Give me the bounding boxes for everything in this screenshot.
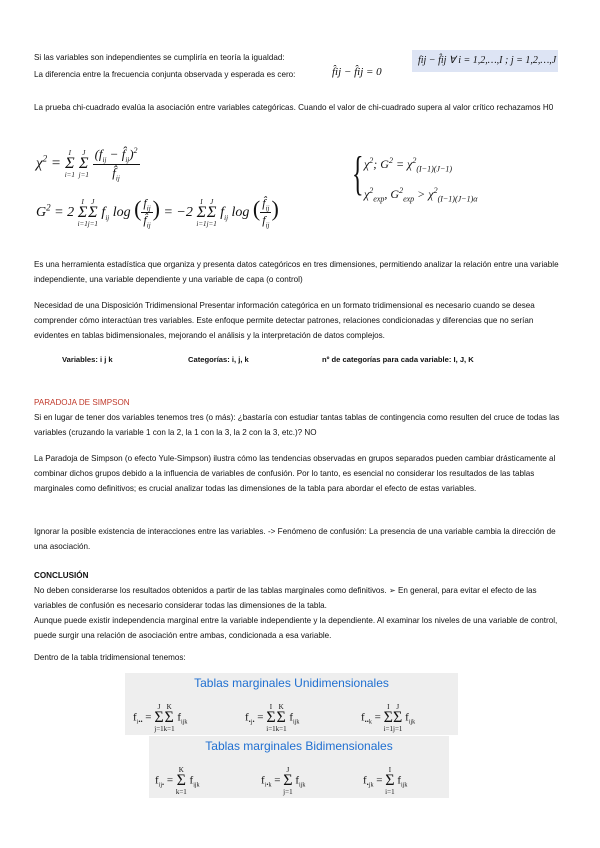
marginal-f-j: $f_{•j•} = I$ Σ i=1K Σ k=1 $f_{ijk}$ [245,703,300,733]
categories-label: Categorías: i, j, k [188,355,249,364]
tridimensional-necessity: Necesidad de una Disposición Tridimensional Presentar información categórica en un formato tridimensional es necesario cuando se desea comprender cómo interactúan tres variables. Este enfoque permite detectar patrones, relaciones condicionadas y diferencias que no serían evidentes en tablas bidimensionales, mejorando el análisis y la interpretación de datos complejos. [34,301,535,340]
conclusion-paragraph-1: No deben considerarse los resultados obtenidos a partir de las tablas marginales como definitivos. ➢ En general, para evitar el efecto de las variables de confusión es necesario considerar todas las dimensiones de la tabla. [34,586,537,610]
chi-square-formula: $\chi^2 = I$ Σ i=1 J Σ j=1 $\frac{(f_{ij} - f̂_{ij})^2}{f̂_{ij}}$ [36,146,138,183]
intro-line-2: La diferencia entre la frecuencia conjunta observada y esperada es cero: [34,70,296,79]
tridimensional-table-intro: Dentro de la tabla tridimensional tenemos: [34,653,186,662]
category-count-label: nº de categorías para cada variable: I, J, K [322,355,474,364]
confusion-phenomenon: Ignorar la posible existencia de interacciones entre las variables. -> Fenómeno de confusión: La presencia de una variable cambia la dirección de una asociación. [34,527,556,551]
marginal-f-jk: $f_{•jk} = I$ Σ i=1 $f_{ijk}$ [363,766,408,796]
variables-label: Variables: i j k [62,355,113,364]
conclusion-paragraph-2: Aunque puede existir independencia marginal entre la variable independiente y la dependiente. Al examinar los niveles de una variable de control, puede surgir una relación de asociación entre ambas, condicionada a esa variable. [34,616,558,640]
bidimensional-tables-title: Tablas marginales Bidimensionales [205,739,393,753]
simpson-question: Si en lugar de tener dos variables tenemos tres (o más): ¿bastaría con estudiar tantas tablas de contingencia como resulten del cruce de todas las variables (cruzando la variable 1 con la 2, la 1 con la 3, la 2 con la 3, etc.)? NO [34,413,560,437]
bidimensional-tables-box [149,736,449,798]
marginal-f-i: $f_{i••} = J$ Σ j=1K Σ k=1 $f_{ijk}$ [133,703,188,733]
independence-formula-box: fij − f̂ij ∀ i = 1,2,…,I ; j = 1,2,…,J [412,50,558,72]
marginal-f-k: $f_{••k} = I$ Σ i=1J Σ j=1 $f_{ijk}$ [361,703,416,733]
simpson-explanation: La Paradoja de Simpson (o efecto Yule-Simpson) ilustra cómo las tendencias observadas en grupos separados pueden cambiar drásticamente al combinar dichos grupos debido a la influencia de variables de confusión. Por lo tanto, es esencial no considerar los resultados de las tablas marginales como definitivos; es crucial analizar todas las dimensiones de la tabla para abordar el efecto de estas variables. [34,454,556,493]
unidimensional-tables-box [125,673,458,735]
g-square-formula: $G^2 = 2$ I Σ i=1J Σ j=1 $f_{ij}$ log ( $\frac{f_{ij}}{f̂_{ij}}$ ) = −2 I Σ i=1J Σ j=1 $f_{ij}$ log ( $\frac{f̂_{ij}}{f_{ij}}$ ) [36,196,279,230]
unidimensional-tables-title: Tablas marginales Unidimensionales [194,676,389,690]
conclusion-heading: CONCLUSIÓN [34,571,89,580]
chi-square-text: La prueba chi-cuadrado evalúa la asociación entre variables categóricas. Cuando el valor de chi-cuadrado supera al valor crítico rechazamos H0 [34,103,554,112]
tridimensional-definition: Es una herramienta estadística que organiza y presenta datos categóricos en tres dimensiones, permitiendo analizar la relación entre una variable independiente, una variable dependiente y una variable de capa (o control) [34,260,559,284]
zero-equation: f̂ij − f̂ij = 0 [332,66,382,78]
marginal-f-ij: $f_{ij•} = K$ Σ k=1 $f_{ijk}$ [155,766,200,796]
intro-line-1: Si las variables son independientes se cumpliría en teoría la igualdad: [34,53,285,62]
marginal-f-ik: $f_{i•k} = J$ Σ j=1 $f_{ijk}$ [261,766,306,796]
critical-value-system: { $\chi^2$; $G^2 = \chi^2_{(I-1)(J-1)}$ $\chi^2_{exp}$, $G^2_{exp} > \chi^2_{(I-1)(J-1)\alpha}$ [352,147,478,204]
simpson-heading: PARADOJA DE SIMPSON [34,398,130,407]
